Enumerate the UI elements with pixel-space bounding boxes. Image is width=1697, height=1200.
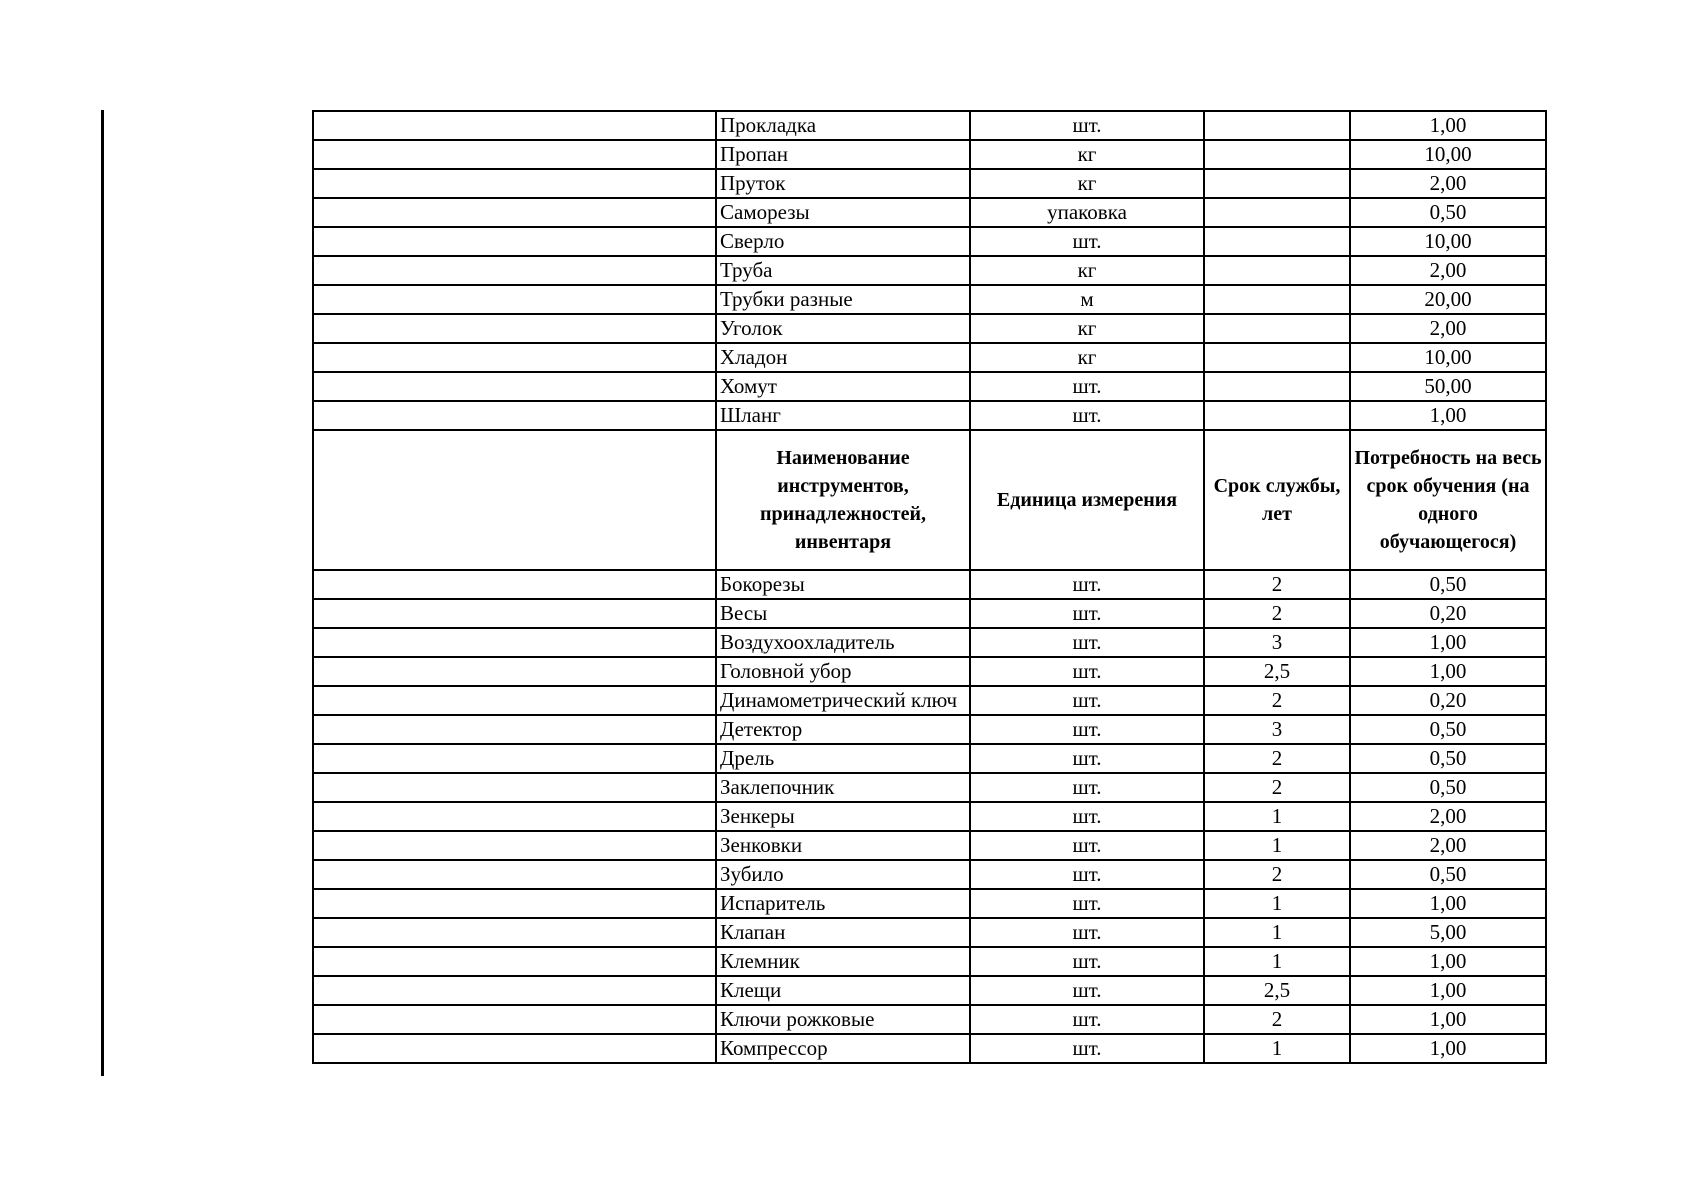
- item-need: 0,50: [1350, 860, 1546, 889]
- table-row: [313, 256, 1546, 285]
- item-name: Саморезы: [716, 198, 970, 227]
- item-name: Хомут: [716, 372, 970, 401]
- blank-cell: [313, 802, 716, 831]
- item-unit: шт.: [970, 802, 1204, 831]
- item-unit: шт.: [970, 715, 1204, 744]
- item-service-life: 2,5: [1204, 657, 1350, 686]
- equipment-table: [312, 110, 1547, 1064]
- item-name: Прокладка: [716, 111, 970, 140]
- item-name: Весы: [716, 599, 970, 628]
- item-unit: шт.: [970, 227, 1204, 256]
- item-name: Детектор: [716, 715, 970, 744]
- blank-cell: [313, 198, 716, 227]
- item-service-life: 2: [1204, 773, 1350, 802]
- table-row: [313, 628, 1546, 657]
- item-unit: м: [970, 285, 1204, 314]
- blank-cell: [313, 140, 716, 169]
- header-unit: Единица измерения: [970, 430, 1204, 570]
- item-need: 10,00: [1350, 227, 1546, 256]
- item-name: Трубки разные: [716, 285, 970, 314]
- item-name: Ключи рожковые: [716, 1005, 970, 1034]
- item-service-life: [1204, 227, 1350, 256]
- blank-cell: [313, 256, 716, 285]
- item-need: 2,00: [1350, 314, 1546, 343]
- item-service-life: 2: [1204, 570, 1350, 599]
- item-name: Уголок: [716, 314, 970, 343]
- item-name: Зенковки: [716, 831, 970, 860]
- item-service-life: [1204, 256, 1350, 285]
- item-unit: шт.: [970, 686, 1204, 715]
- item-unit: шт.: [970, 889, 1204, 918]
- header-service-life: Срок службы, лет: [1204, 430, 1350, 570]
- item-unit: упаковка: [970, 198, 1204, 227]
- item-unit: кг: [970, 256, 1204, 285]
- header-need: Потребность на весь срок обучения (на одного обучающегося): [1350, 430, 1546, 570]
- item-unit: шт.: [970, 860, 1204, 889]
- item-name: Бокорезы: [716, 570, 970, 599]
- table-row: [313, 227, 1546, 256]
- item-service-life: [1204, 285, 1350, 314]
- item-service-life: 1: [1204, 802, 1350, 831]
- table-row: [313, 169, 1546, 198]
- item-name: Испаритель: [716, 889, 970, 918]
- item-need: 1,00: [1350, 1005, 1546, 1034]
- item-service-life: 2: [1204, 686, 1350, 715]
- item-unit: шт.: [970, 401, 1204, 430]
- table-row: [313, 918, 1546, 947]
- item-name: Труба: [716, 256, 970, 285]
- blank-cell: [313, 343, 716, 372]
- item-need: 1,00: [1350, 401, 1546, 430]
- item-need: 50,00: [1350, 372, 1546, 401]
- blank-cell: [313, 1005, 716, 1034]
- item-name: Воздухоохладитель: [716, 628, 970, 657]
- item-unit: шт.: [970, 947, 1204, 976]
- blank-cell: [313, 918, 716, 947]
- item-service-life: 1: [1204, 1034, 1350, 1063]
- table-row: [313, 1005, 1546, 1034]
- item-need: 0,50: [1350, 570, 1546, 599]
- item-name: Динамометрический ключ: [716, 686, 970, 715]
- item-need: 10,00: [1350, 140, 1546, 169]
- blank-cell: [313, 976, 716, 1005]
- item-name: Клещи: [716, 976, 970, 1005]
- tools-header-row: [313, 430, 1546, 570]
- blank-cell: [313, 599, 716, 628]
- table-row: [313, 657, 1546, 686]
- item-need: 1,00: [1350, 889, 1546, 918]
- table-row: [313, 314, 1546, 343]
- blank-cell: [313, 1034, 716, 1063]
- table-row: [313, 401, 1546, 430]
- item-need: 2,00: [1350, 831, 1546, 860]
- item-need: 2,00: [1350, 256, 1546, 285]
- blank-cell: [313, 657, 716, 686]
- table-row: [313, 111, 1546, 140]
- table-row: [313, 715, 1546, 744]
- blank-cell: [313, 570, 716, 599]
- item-unit: кг: [970, 314, 1204, 343]
- blank-cell: [313, 227, 716, 256]
- item-need: 2,00: [1350, 169, 1546, 198]
- item-unit: шт.: [970, 628, 1204, 657]
- item-name: Пропан: [716, 140, 970, 169]
- blank-cell: [313, 889, 716, 918]
- item-service-life: 2: [1204, 1005, 1350, 1034]
- blank-cell: [313, 860, 716, 889]
- item-unit: кг: [970, 343, 1204, 372]
- table-row: [313, 140, 1546, 169]
- item-service-life: 2: [1204, 599, 1350, 628]
- table-row: [313, 976, 1546, 1005]
- table-row: [313, 1034, 1546, 1063]
- item-need: 1,00: [1350, 111, 1546, 140]
- table-row: [313, 343, 1546, 372]
- item-service-life: 1: [1204, 831, 1350, 860]
- item-need: 0,20: [1350, 686, 1546, 715]
- item-name: Шланг: [716, 401, 970, 430]
- item-unit: шт.: [970, 1034, 1204, 1063]
- blank-cell: [313, 111, 716, 140]
- table-row: [313, 860, 1546, 889]
- blank-cell: [313, 628, 716, 657]
- item-unit: шт.: [970, 831, 1204, 860]
- blank-cell: [313, 947, 716, 976]
- item-unit: шт.: [970, 570, 1204, 599]
- item-unit: шт.: [970, 657, 1204, 686]
- header-name: Наименование инструментов, принадлежностей, инвентаря: [716, 430, 970, 570]
- item-unit: шт.: [970, 744, 1204, 773]
- table-row: [313, 599, 1546, 628]
- item-service-life: [1204, 198, 1350, 227]
- item-name: Компрессор: [716, 1034, 970, 1063]
- item-name: Заклепочник: [716, 773, 970, 802]
- item-unit: шт.: [970, 918, 1204, 947]
- item-service-life: 3: [1204, 715, 1350, 744]
- item-service-life: [1204, 401, 1350, 430]
- item-name: Клапан: [716, 918, 970, 947]
- item-unit: шт.: [970, 976, 1204, 1005]
- item-need: 0,20: [1350, 599, 1546, 628]
- table-row: [313, 686, 1546, 715]
- blank-cell: [313, 401, 716, 430]
- item-name: Клемник: [716, 947, 970, 976]
- item-service-life: 1: [1204, 918, 1350, 947]
- item-service-life: 2,5: [1204, 976, 1350, 1005]
- item-service-life: [1204, 140, 1350, 169]
- item-unit: шт.: [970, 372, 1204, 401]
- table-row: [313, 889, 1546, 918]
- blank-cell: [313, 372, 716, 401]
- item-need: 10,00: [1350, 343, 1546, 372]
- table-row: [313, 285, 1546, 314]
- blank-cell: [313, 831, 716, 860]
- item-name: Зубило: [716, 860, 970, 889]
- blank-cell: [313, 773, 716, 802]
- item-service-life: [1204, 314, 1350, 343]
- item-unit: шт.: [970, 773, 1204, 802]
- equipment-table-body: [313, 111, 1546, 1063]
- blank-cell: [313, 744, 716, 773]
- item-name: Дрель: [716, 744, 970, 773]
- table-row: [313, 198, 1546, 227]
- blank-cell: [313, 285, 716, 314]
- item-name: Головной убор: [716, 657, 970, 686]
- item-need: 5,00: [1350, 918, 1546, 947]
- item-need: 1,00: [1350, 947, 1546, 976]
- item-need: 1,00: [1350, 976, 1546, 1005]
- item-name: Сверло: [716, 227, 970, 256]
- item-unit: шт.: [970, 111, 1204, 140]
- item-service-life: [1204, 111, 1350, 140]
- item-need: 1,00: [1350, 628, 1546, 657]
- item-name: Хладон: [716, 343, 970, 372]
- item-service-life: 3: [1204, 628, 1350, 657]
- item-unit: кг: [970, 169, 1204, 198]
- blank-cell: [313, 314, 716, 343]
- table-row: [313, 570, 1546, 599]
- item-unit: шт.: [970, 1005, 1204, 1034]
- item-need: 2,00: [1350, 802, 1546, 831]
- item-service-life: [1204, 372, 1350, 401]
- item-need: 1,00: [1350, 657, 1546, 686]
- item-unit: шт.: [970, 599, 1204, 628]
- table-row: [313, 372, 1546, 401]
- item-name: Зенкеры: [716, 802, 970, 831]
- blank-cell: [313, 169, 716, 198]
- item-need: 0,50: [1350, 198, 1546, 227]
- item-need: 0,50: [1350, 715, 1546, 744]
- item-name: Пруток: [716, 169, 970, 198]
- item-service-life: 1: [1204, 947, 1350, 976]
- table-row: [313, 802, 1546, 831]
- item-need: 0,50: [1350, 744, 1546, 773]
- header-blank-cell: [313, 430, 716, 570]
- item-service-life: [1204, 343, 1350, 372]
- page-margin-line: [101, 110, 104, 1076]
- blank-cell: [313, 715, 716, 744]
- item-service-life: [1204, 169, 1350, 198]
- item-need: 1,00: [1350, 1034, 1546, 1063]
- item-need: 0,50: [1350, 773, 1546, 802]
- table-row: [313, 744, 1546, 773]
- blank-cell: [313, 686, 716, 715]
- item-service-life: 1: [1204, 889, 1350, 918]
- table-row: [313, 773, 1546, 802]
- table-row: [313, 947, 1546, 976]
- item-service-life: 2: [1204, 860, 1350, 889]
- item-unit: кг: [970, 140, 1204, 169]
- item-need: 20,00: [1350, 285, 1546, 314]
- item-service-life: 2: [1204, 744, 1350, 773]
- table-row: [313, 831, 1546, 860]
